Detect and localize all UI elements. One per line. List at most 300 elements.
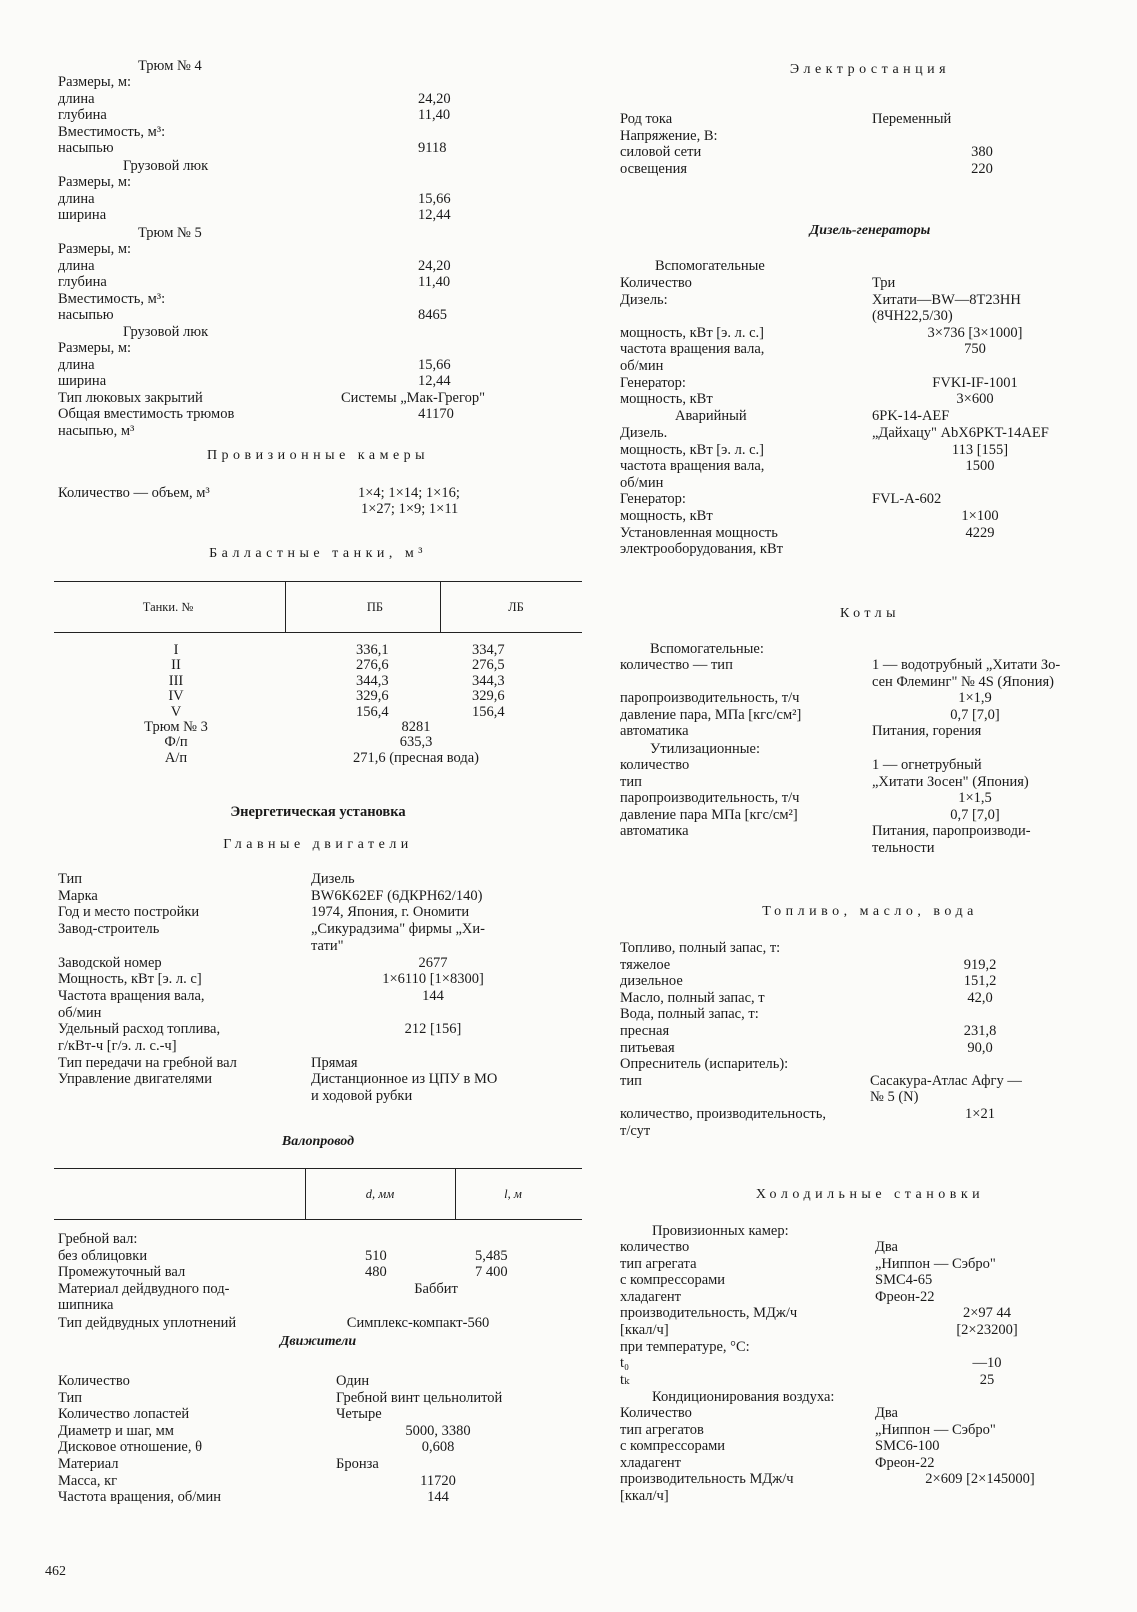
d-value: 480 xyxy=(365,1264,387,1281)
row-label: Опреснитель (испаритель): xyxy=(620,1056,789,1073)
row-label: Количество xyxy=(620,275,692,291)
spec-row xyxy=(58,91,578,108)
row-value: BW6K62EF (6ДКРН62/140) xyxy=(311,887,483,904)
spec-row xyxy=(58,1423,578,1440)
spec-row xyxy=(58,955,578,972)
row-value: 113 [155] xyxy=(951,441,1009,458)
row-label: при температуре, °С: xyxy=(620,1338,750,1355)
row-value: Системы „Мак-Грегор" xyxy=(341,389,485,406)
spec-row xyxy=(58,1038,578,1055)
row-value: 151,2 xyxy=(963,973,997,990)
spec-row xyxy=(620,657,1120,674)
spec-row xyxy=(620,111,1120,128)
tank-value: 271,6 (пресная вода) xyxy=(352,749,480,766)
row-value: 12,44 xyxy=(418,207,451,224)
tank-id: V xyxy=(170,703,182,720)
pb-value: 336,1 xyxy=(356,642,389,658)
tank-value: 635,3 xyxy=(399,734,433,751)
table-row xyxy=(58,1231,578,1248)
row-value: 11720 xyxy=(420,1472,456,1489)
spec-row xyxy=(620,458,1120,475)
row-value: 1 — огнетрубный xyxy=(872,757,982,773)
row-value: Один xyxy=(336,1373,370,1389)
row-value: 750 xyxy=(964,341,986,358)
row-value: 12,44 xyxy=(418,373,451,390)
spec-row xyxy=(620,308,1120,325)
row-label: Количество xyxy=(620,1405,692,1421)
row-label: Вода, полный запас, т: xyxy=(620,1006,759,1023)
row-label: Установленная мощность xyxy=(620,524,778,541)
row-label: tₖ xyxy=(620,1371,630,1388)
row-label: Вместимость, м³: xyxy=(58,123,166,140)
emergency-label: Аварийный xyxy=(675,408,747,424)
row-value: 1974, Япония, г. Ономити xyxy=(311,904,470,921)
table-rule xyxy=(54,581,582,582)
spec-row xyxy=(58,988,578,1005)
hatch4-title: Грузовой люк xyxy=(123,158,209,174)
row-value: Дистанционное из ЦПУ в МО xyxy=(311,1071,498,1088)
spec-row xyxy=(620,1089,1120,1106)
table-rule xyxy=(455,1168,456,1220)
spec-row xyxy=(58,274,578,291)
pb-value: 276,6 xyxy=(356,657,389,674)
spec-row xyxy=(620,1289,1120,1306)
spec-row xyxy=(620,973,1120,990)
row-label: тип xyxy=(620,773,642,790)
row-value: [2×23200] xyxy=(956,1322,1018,1338)
row-label: Количество xyxy=(58,1373,130,1389)
spec-row xyxy=(620,475,1120,492)
spec-row xyxy=(58,904,578,921)
spec-row xyxy=(620,375,1120,392)
d-value: 510 xyxy=(365,1247,387,1264)
row-value: Сасакура-Атлас Афгу — xyxy=(870,1072,1022,1089)
shafting-title: Валопровод xyxy=(281,1134,355,1149)
row-label: глубина xyxy=(58,274,107,291)
table-header: ПБ xyxy=(366,600,384,614)
row-value: Три xyxy=(872,275,896,291)
table-row xyxy=(58,1315,578,1332)
spec-row xyxy=(58,140,578,157)
row-value: 25 xyxy=(979,1371,995,1388)
emergency-row xyxy=(620,408,1120,425)
row-label: Материал xyxy=(58,1456,119,1472)
provision-value-1 xyxy=(58,485,578,502)
row-label: Тип xyxy=(58,871,83,887)
row-value: 380 xyxy=(971,144,993,161)
row-label: Частота вращения, об/мин xyxy=(58,1489,221,1506)
row-label: Напряжение, В: xyxy=(620,127,718,144)
row-value: „Хитати Зосен" (Япония) xyxy=(872,773,1029,790)
row-label: г/кВт-ч [г/э. л. с.-ч] xyxy=(58,1038,177,1054)
spec-row xyxy=(620,442,1120,459)
spec-row xyxy=(58,258,578,275)
l-value: 7 400 xyxy=(475,1264,508,1281)
row-label: количество, производительность, xyxy=(620,1106,826,1122)
row-value: 2×97 44 xyxy=(962,1305,1012,1322)
spec-row xyxy=(58,921,578,938)
row-label: глубина xyxy=(58,107,107,124)
spec-row xyxy=(58,1055,578,1072)
spec-row xyxy=(620,391,1120,408)
row-label: Дизель. xyxy=(620,425,668,441)
row-label: мощность, кВт [э. л. с.] xyxy=(620,324,764,341)
row-value: 11,40 xyxy=(418,274,451,291)
row-label: Размеры, м: xyxy=(58,241,132,257)
row-label: давление пара МПа [кгс/см²] xyxy=(620,806,798,823)
spec-row xyxy=(620,508,1120,525)
row-label: насыпью, м³ xyxy=(58,423,135,439)
spec-row xyxy=(620,1272,1120,1289)
row-label: частота вращения вала, xyxy=(620,458,765,475)
table-row xyxy=(58,750,578,767)
row-label: длина xyxy=(58,257,95,274)
row-label: мощность, кВт xyxy=(620,508,713,524)
row-label: Общая вместимость трюмов xyxy=(58,406,235,423)
row-value: Питания, паропроизводи- xyxy=(872,823,1031,840)
spec-row xyxy=(620,1405,1120,1422)
spec-row xyxy=(58,971,578,988)
tank-id: I xyxy=(173,642,179,658)
spec-row xyxy=(620,1422,1120,1439)
spec-row xyxy=(620,1006,1120,1023)
row-value: 5000, 3380 xyxy=(405,1422,471,1439)
pb-value: 329,6 xyxy=(356,688,389,705)
row-value: 144 xyxy=(422,987,444,1004)
lb-value: 276,5 xyxy=(472,657,505,674)
row-value: Фреон-22 xyxy=(875,1288,935,1305)
propulsors-title: Движители xyxy=(279,1334,357,1349)
row-value: тельности xyxy=(872,840,935,856)
spec-row xyxy=(620,358,1120,375)
spec-row xyxy=(620,1322,1120,1339)
table-row xyxy=(58,1281,578,1298)
spec-row xyxy=(620,1073,1120,1090)
lb-value: 329,6 xyxy=(472,688,505,705)
row-label: паропроизводительность, т/ч xyxy=(620,690,800,707)
row-label: Гребной вал: xyxy=(58,1231,138,1247)
row-label: паропроизводительность, т/ч xyxy=(620,790,800,807)
spec-row xyxy=(620,1471,1120,1488)
row-label: мощность, кВт [э. л. с.] xyxy=(620,441,764,458)
provision-title: Провизионные камеры xyxy=(206,448,430,463)
row-label: с компрессорами xyxy=(620,1272,726,1289)
fuel-title: Топливо, масло, вода xyxy=(762,904,978,919)
table-rule xyxy=(54,1168,582,1169)
row-label: Частота вращения вала, xyxy=(58,987,205,1004)
row-label: Удельный расход топлива, xyxy=(58,1021,221,1038)
tank-id: III xyxy=(168,672,184,689)
spec-row xyxy=(620,1355,1120,1372)
table-header: l, м xyxy=(504,1187,522,1201)
spec-row xyxy=(58,1071,578,1088)
lb-value: 334,7 xyxy=(472,642,505,658)
row-value: 1×27; 1×9; 1×11 xyxy=(361,501,459,517)
spec-row xyxy=(620,674,1120,691)
table-rule xyxy=(285,581,286,633)
row-value: Дизель xyxy=(311,871,355,887)
main-engines-title: Главные двигатели xyxy=(223,837,413,852)
row-value: 231,8 xyxy=(963,1023,997,1039)
row-label: хладагент xyxy=(620,1454,682,1471)
row-value: Бронза xyxy=(336,1456,379,1472)
spec-row xyxy=(620,1438,1120,1455)
spec-row xyxy=(620,275,1120,292)
row-label: Тип дейдвудных уплотнений xyxy=(58,1315,237,1332)
spec-row xyxy=(620,1023,1120,1040)
row-label: длина xyxy=(58,190,95,207)
tank-id: IV xyxy=(168,688,184,705)
row-value: SMC4-65 xyxy=(875,1272,933,1289)
row-value: Переменный xyxy=(872,111,952,127)
row-label: количество xyxy=(620,1239,690,1255)
hatch5-title: Грузовой люк xyxy=(123,324,209,340)
spec-row xyxy=(620,1256,1120,1273)
spec-row xyxy=(620,990,1120,1007)
row-value: „Ниппон — Сэбро" xyxy=(875,1255,996,1272)
spec-row xyxy=(58,1439,578,1456)
diesel-gen-title: Дизель-генераторы xyxy=(809,223,931,238)
row-label: Генератор: xyxy=(620,374,686,391)
row-label: Диаметр и шаг, мм xyxy=(58,1422,174,1439)
row-label: хладагент xyxy=(620,1288,682,1305)
row-value: 1×1,9 xyxy=(958,690,992,707)
spec-row xyxy=(620,525,1120,542)
table-row xyxy=(58,1248,578,1265)
row-value: 220 xyxy=(971,160,993,177)
spec-row xyxy=(620,161,1120,178)
row-value: 0,608 xyxy=(421,1439,455,1456)
row-value: 1×1,5 xyxy=(958,790,992,807)
row-label: давление пара, МПа [кгс/см²] xyxy=(620,706,802,723)
row-label: об/мин xyxy=(58,1004,102,1021)
tank-id: Ф/п xyxy=(164,734,188,751)
row-value: 41170 xyxy=(418,406,454,423)
row-label: тип агрегата xyxy=(620,1255,697,1272)
row-value: „Дайхацу" AbX6PKT-14AEF xyxy=(872,425,1049,441)
row-label: пресная xyxy=(620,1023,670,1039)
row-label: Количество лопастей xyxy=(58,1406,190,1423)
spec-row xyxy=(620,957,1120,974)
power-plant-title: Энергетическая установка xyxy=(230,804,406,820)
row-value: 1 — водотрубный „Хитати Зо- xyxy=(872,657,1061,673)
row-value: 24,20 xyxy=(418,90,451,107)
row-value: Четыре xyxy=(336,1406,382,1423)
table-header: ЛБ xyxy=(508,600,524,614)
row-label: [ккал/ч] xyxy=(620,1322,669,1338)
row-label: Количество — объем, м³ xyxy=(58,485,210,501)
row-label: Управление двигателями xyxy=(58,1071,212,1088)
table-rule xyxy=(54,1219,582,1220)
row-label: освещения xyxy=(620,160,688,177)
spec-row xyxy=(58,1489,578,1506)
spec-row xyxy=(58,373,578,390)
row-label: Дисковое отношение, θ xyxy=(58,1439,203,1456)
row-value: № 5 (N) xyxy=(870,1089,919,1106)
row-value: Прямая xyxy=(311,1054,358,1071)
spec-row xyxy=(620,1106,1120,1123)
row-value: SMC6-100 xyxy=(875,1438,940,1455)
d-value: Симплекс-компакт-560 xyxy=(346,1315,490,1332)
spec-row xyxy=(620,707,1120,724)
row-label: автоматика xyxy=(620,723,689,740)
spec-row xyxy=(620,128,1120,145)
emergency-value: 6PK-14-AEF xyxy=(872,408,950,424)
row-label: Год и место постройки xyxy=(58,904,200,921)
spec-row xyxy=(620,292,1120,309)
row-value: Хитати—BW—8T23HH xyxy=(872,291,1021,308)
row-label: t₀ xyxy=(620,1355,630,1372)
row-label: Промежуточный вал xyxy=(58,1264,186,1281)
spec-row xyxy=(58,207,578,224)
row-label: Масса, кг xyxy=(58,1472,118,1489)
row-label: Размеры, м: xyxy=(58,340,132,356)
row-label: дизельное xyxy=(620,973,683,990)
row-label: об/мин xyxy=(620,474,664,491)
aux-subtitle: Вспомогательные xyxy=(655,258,765,274)
row-label: силовой сети xyxy=(620,144,702,161)
row-value: 1×4; 1×14; 1×16; xyxy=(358,485,460,501)
row-label: Тип xyxy=(58,1389,83,1406)
spec-row xyxy=(620,940,1120,957)
page-number: 462 xyxy=(45,1564,66,1579)
row-label: длина xyxy=(58,90,95,107)
electric-station-title: Электростанция xyxy=(789,62,951,77)
row-label: [ккал/ч] xyxy=(620,1488,669,1504)
spec-row xyxy=(620,757,1120,774)
row-value: 15,66 xyxy=(418,190,451,207)
row-label: производительность МДж/ч xyxy=(620,1471,794,1488)
row-value: 1×6110 [1×8300] xyxy=(382,971,484,988)
row-label: Размеры, м: xyxy=(58,174,132,190)
l-value: 5,485 xyxy=(475,1247,508,1264)
spec-row xyxy=(58,423,578,440)
spec-row xyxy=(58,174,578,191)
spec-row xyxy=(620,425,1120,442)
spec-row xyxy=(58,357,578,374)
row-value: 2677 xyxy=(418,954,448,971)
spec-row xyxy=(58,107,578,124)
table-rule xyxy=(305,1168,306,1220)
spec-row xyxy=(58,340,578,357)
table-header: Танки. № xyxy=(142,600,194,614)
spec-row xyxy=(58,241,578,258)
d-value: Баббит xyxy=(414,1280,458,1297)
spec-row xyxy=(620,541,1120,558)
table-header: d, мм xyxy=(365,1187,395,1201)
row-label: тип агрегатов xyxy=(620,1421,704,1438)
spec-row xyxy=(58,938,578,955)
row-label: Тип люковых закрытий xyxy=(58,389,203,406)
row-label: ширина xyxy=(58,207,107,224)
spec-row xyxy=(620,1372,1120,1389)
provision-value-2 xyxy=(58,501,578,518)
spec-row xyxy=(620,723,1120,740)
row-label: Тип передачи на гребной вал xyxy=(58,1054,237,1071)
row-value: —10 xyxy=(972,1355,1002,1372)
row-label: тяжелое xyxy=(620,956,671,973)
pb-value: 156,4 xyxy=(356,703,389,720)
spec-row xyxy=(620,790,1120,807)
row-label: Генератор: xyxy=(620,491,686,508)
lb-value: 156,4 xyxy=(472,703,505,720)
spec-row xyxy=(620,1123,1120,1140)
row-label: питьевая xyxy=(620,1039,675,1056)
row-value: 212 [156] xyxy=(404,1021,462,1038)
spec-row xyxy=(58,390,578,407)
spec-row xyxy=(620,807,1120,824)
spec-row xyxy=(58,124,578,141)
row-label: Размеры, м: xyxy=(58,74,132,90)
row-label: Заводской номер xyxy=(58,954,162,971)
spec-row xyxy=(620,491,1120,508)
row-value: 24,20 xyxy=(418,257,451,274)
spec-row xyxy=(620,840,1120,857)
spec-row xyxy=(620,1455,1120,1472)
spec-row xyxy=(58,1390,578,1407)
spec-row xyxy=(620,1488,1120,1505)
row-value: Питания, горения xyxy=(872,723,982,740)
spec-row xyxy=(620,1239,1120,1256)
row-label: с компрессорами xyxy=(620,1438,726,1455)
spec-row xyxy=(620,144,1120,161)
pb-value: 344,3 xyxy=(356,672,389,689)
spec-row xyxy=(620,1339,1120,1356)
row-value: тати" xyxy=(311,937,344,954)
row-value: 919,2 xyxy=(963,956,997,973)
spec-row xyxy=(620,341,1120,358)
boilers-aux-subtitle: Вспомогательные: xyxy=(650,641,764,657)
row-value: 42,0 xyxy=(967,989,993,1006)
row-label: электрооборудования, кВт xyxy=(620,541,783,558)
row-value: Гребной винт цельнолитой xyxy=(336,1389,503,1406)
spec-row xyxy=(58,871,578,888)
row-value: 1500 xyxy=(965,458,995,475)
spec-row xyxy=(620,774,1120,791)
lb-value: 344,3 xyxy=(472,672,505,689)
spec-row xyxy=(620,823,1120,840)
table-rule xyxy=(440,581,441,633)
row-value: 1×21 xyxy=(965,1106,995,1122)
row-value: „Ниппон — Сэбро" xyxy=(875,1421,996,1438)
row-label: Завод-строитель xyxy=(58,921,160,938)
row-value: 2×609 [2×145000] xyxy=(925,1471,1035,1488)
spec-row xyxy=(620,1056,1120,1073)
row-label: Масло, полный запас, т xyxy=(620,989,765,1006)
row-label: мощность, кВт xyxy=(620,391,713,408)
spec-row xyxy=(58,307,578,324)
row-label: Топливо, полный запас, т: xyxy=(620,940,781,956)
refrigeration-title: Холодильные становки xyxy=(755,1187,985,1202)
row-value: Два xyxy=(875,1405,898,1421)
row-value: 144 xyxy=(427,1489,449,1506)
row-label: насыпью xyxy=(58,140,114,157)
row-label: количество — тип xyxy=(620,657,733,673)
row-value: 0,7 [7,0] xyxy=(950,806,1000,823)
row-label: насыпью xyxy=(58,307,114,324)
row-value: 1×100 xyxy=(961,508,999,524)
spec-row xyxy=(58,1373,578,1390)
row-value: и ходовой рубки xyxy=(311,1088,413,1105)
spec-row xyxy=(58,1406,578,1423)
spec-row xyxy=(58,191,578,208)
tank-id: А/п xyxy=(164,749,188,766)
spec-row xyxy=(58,1456,578,1473)
spec-row xyxy=(58,291,578,308)
row-label: автоматика xyxy=(620,823,689,840)
row-label: Марка xyxy=(58,887,98,904)
tank-id: II xyxy=(171,657,181,674)
